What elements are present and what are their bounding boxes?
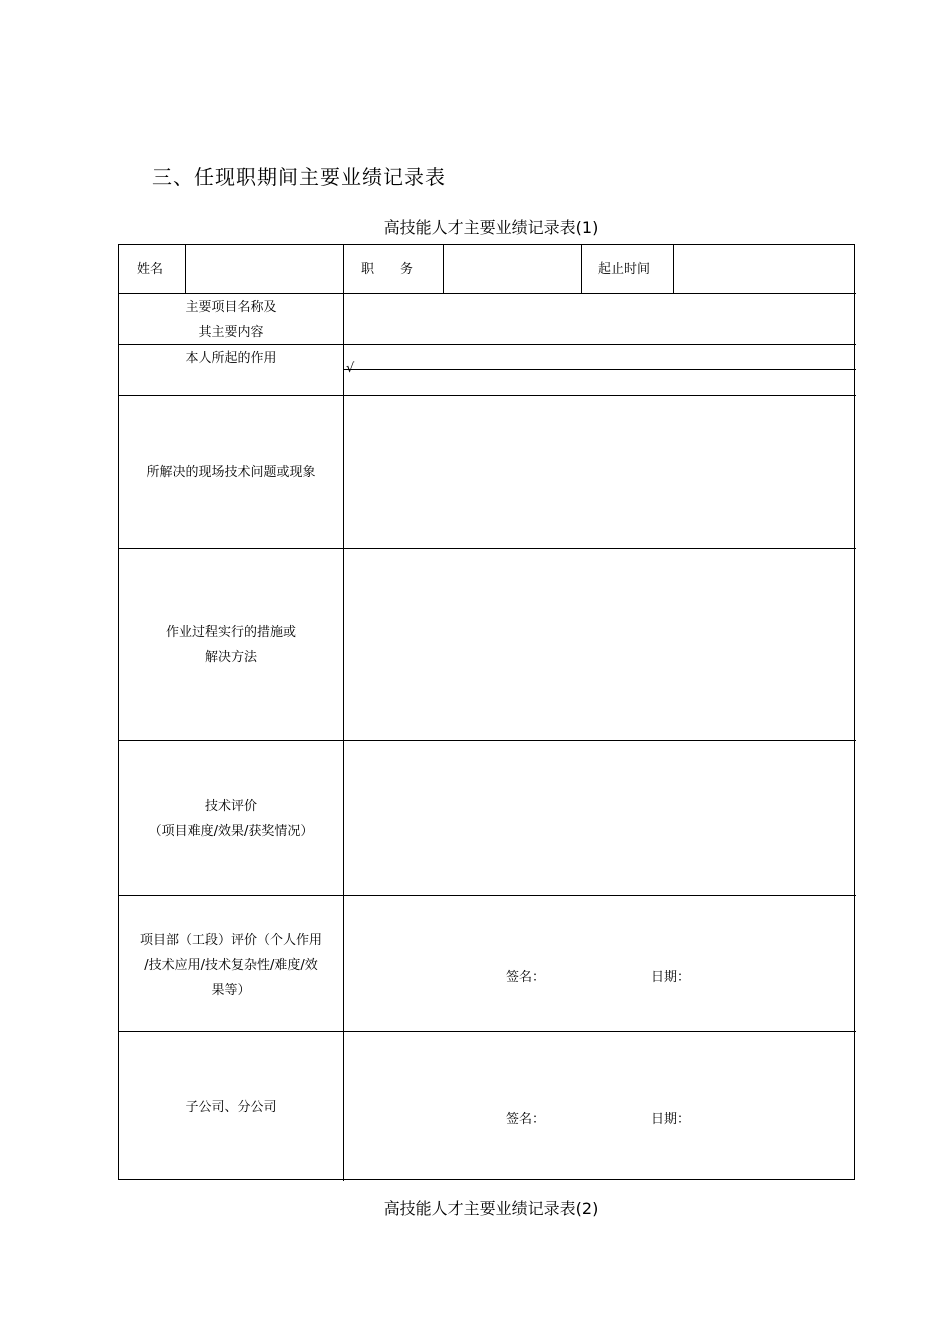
project-label xyxy=(119,295,343,345)
evaluation-label-line1: 技术评价 xyxy=(204,799,257,814)
dept-evaluation-label xyxy=(119,928,343,1003)
position-label: 职 务 xyxy=(361,262,414,277)
evaluation-label-line2: （项目难度/效果/获奖情况） xyxy=(148,824,314,839)
row-divider xyxy=(119,293,856,294)
column-divider xyxy=(443,245,444,293)
dept-evaluation-line2: /技术应用/技术复杂性/难度/效 xyxy=(144,958,318,973)
project-label-line1: 主要项目名称及 xyxy=(185,300,277,315)
row-divider xyxy=(119,895,856,896)
section-heading: 三、任现职期间主要业绩记录表 xyxy=(152,165,446,189)
table-title-2: 高技能人才主要业绩记录表(2) xyxy=(383,1199,599,1218)
dept-evaluation-line3: 果等） xyxy=(211,983,251,998)
row-divider xyxy=(119,395,856,396)
column-divider xyxy=(185,245,186,293)
row-divider xyxy=(119,1031,856,1032)
dept-date-label: 日期： xyxy=(651,970,691,985)
subsidiary-label: 子公司、分公司 xyxy=(185,1100,277,1115)
column-divider xyxy=(581,245,582,293)
subsidiary-signature-label: 签名： xyxy=(506,1112,546,1127)
column-divider xyxy=(343,245,344,1181)
name-label: 姓名 xyxy=(137,262,164,277)
evaluation-label xyxy=(119,794,343,844)
role-label: 本人所起的作用 xyxy=(185,351,277,366)
checkmark-icon: √ xyxy=(346,361,355,376)
measures-label xyxy=(119,620,343,670)
column-divider xyxy=(673,245,674,293)
project-label-line2: 其主要内容 xyxy=(198,325,264,340)
subsidiary-date-label: 日期： xyxy=(651,1112,691,1127)
period-label: 起止时间 xyxy=(598,262,651,277)
measures-label-line1: 作业过程实行的措施或 xyxy=(165,625,296,640)
row-divider xyxy=(343,369,856,370)
row-divider xyxy=(119,740,856,741)
performance-record-table xyxy=(118,244,855,1180)
table-title-1: 高技能人才主要业绩记录表(1) xyxy=(383,218,599,237)
measures-label-line2: 解决方法 xyxy=(204,650,257,665)
row-divider xyxy=(119,548,856,549)
problem-label: 所解决的现场技术问题或现象 xyxy=(146,465,316,480)
dept-evaluation-line1: 项目部（工段）评价（个人作用 xyxy=(139,933,322,948)
dept-signature-label: 签名： xyxy=(506,970,546,985)
